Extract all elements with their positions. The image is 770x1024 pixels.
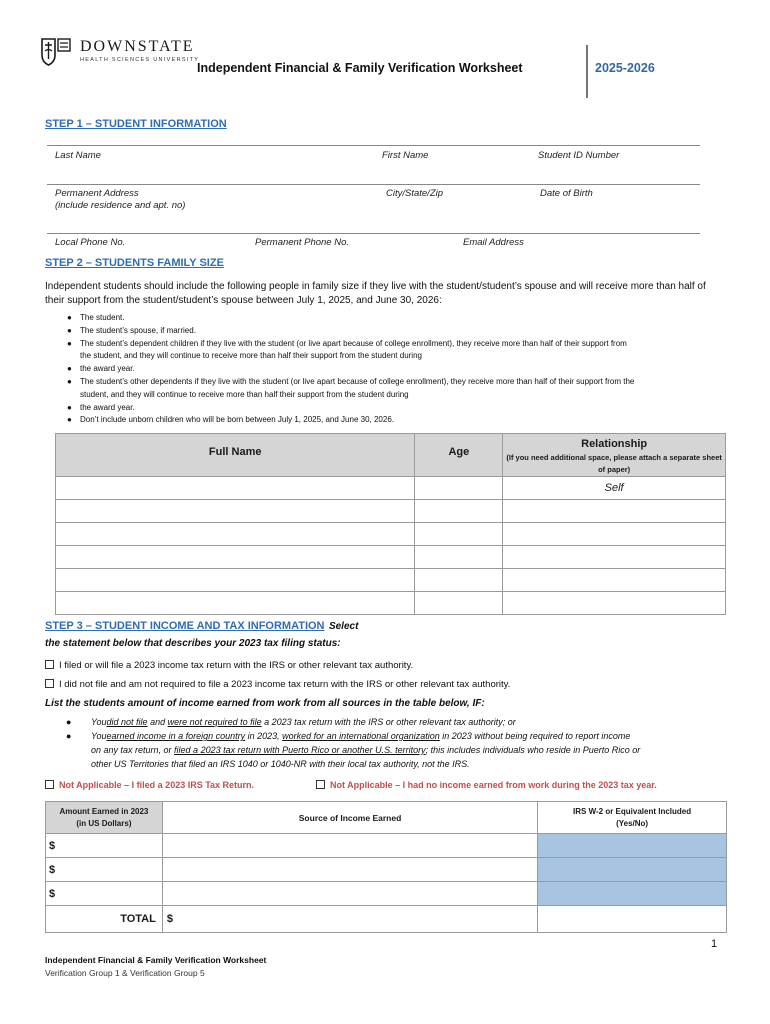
checkbox-icon[interactable] [316,780,325,789]
relationship-cell[interactable] [503,500,726,523]
table-row [56,546,726,569]
name-row-line[interactable] [47,184,700,185]
amount-cell[interactable]: $ [46,834,163,858]
page-title: Independent Financial & Family Verification Worksheet [197,61,523,75]
checkbox-icon[interactable] [45,660,54,669]
checkbox-icon[interactable] [45,679,54,688]
list-item: ● The student’s dependent children if they live with the student (or live apart because of college enrollment), they receive more than half of their support from [45,338,745,351]
address-row-line[interactable] [47,233,700,234]
bullet-icon: ● [67,325,72,335]
bullet-icon: ● [67,364,72,374]
option-filed[interactable]: I filed or will file a 2023 income tax return with the IRS or other relevant tax authority. [45,660,413,671]
list-item: the student, and they will continue to receive more than half their support from the student during [80,351,422,361]
na-no-income-option[interactable]: Not Applicable – I had no income earned from work during the 2023 tax year. [316,780,657,790]
full-name-cell[interactable] [56,592,415,615]
list-item: ● The student’s other dependents if they live with the student (or live apart because of college enrollment), they receive more than half of their support from the [45,376,745,389]
full-name-cell[interactable] [56,546,415,569]
w2-cell[interactable] [538,834,727,858]
relationship-cell[interactable] [503,523,726,546]
amount-cell[interactable]: $ [46,882,163,906]
bullet-icon: ● [67,415,72,425]
table-row [56,477,726,500]
relationship-cell: Self [503,477,726,500]
source-cell[interactable] [162,882,537,906]
condition-1-text: Youdid not file and were not required to file a 2023 tax return with the IRS or other relevant tax authority; or [91,717,516,727]
condition-2-text-line3: other US Territories that filed an IRS 1040 or 1040-NR with their local tax authority, not the IRS. [91,759,470,769]
list-item: student, and they will continue to receive more than half their support from the student during [80,389,409,399]
full-name-header: Full Name [56,434,415,477]
list-item: ● the award year. [45,402,745,415]
total-label: TOTAL [46,906,163,933]
na-filed-option[interactable]: Not Applicable – I filed a 2023 IRS Tax Return. [45,780,254,790]
total-amount-cell[interactable]: $ [162,906,537,933]
header-divider [586,45,588,98]
family-size-table [55,433,726,615]
relationship-cell[interactable] [503,546,726,569]
student-id-label: Student ID Number [538,150,620,161]
list-item: ● The student’s spouse, if married. [45,325,745,338]
checkbox-icon[interactable] [45,780,54,789]
award-year: 2025-2026 [595,61,655,75]
age-cell[interactable] [415,592,503,615]
city-state-zip-label: City/State/Zip [386,188,444,199]
list-item: ● Don’t include unborn children who will be born between July 1, 2025, and June 30, 2026. [45,414,745,427]
footer-title: Independent Financial & Family Verification Worksheet [45,955,267,965]
relationship-cell[interactable] [503,592,726,615]
condition-2-text-line2: on any tax return, or filed a 2023 tax return with Puerto Rico or another U.S. territory; this includes individuals who reside in Puerto Rico or [91,745,641,755]
bullet-icon: ● [67,313,72,322]
table-row [46,858,727,882]
family-size-bullets [45,312,745,427]
bullet-icon: ● [67,376,72,386]
permanent-phone-label: Permanent Phone No. [255,237,350,248]
step1-top-rule [47,145,700,146]
age-cell[interactable] [415,477,503,500]
step2-intro-line2: their support from the student/student’s spouse between July 1, 2025, and June 30, 2026: [45,295,442,306]
first-name-label: First Name [382,150,429,161]
w2-cell[interactable] [538,882,727,906]
full-name-cell[interactable] [56,500,415,523]
relationship-header [503,434,726,477]
bullet-icon: ● [67,402,72,412]
relationship-cell[interactable] [503,569,726,592]
step2-intro-line1: Independent students should include the following people in family size if they live with the student/student’s spouse and will receive more than half of [45,281,706,292]
last-name-label: Last Name [55,150,101,161]
condition-2-text: Youearned income in a foreign country in 2023, worked for an international organization in 2023 without being required to report income [91,731,631,741]
step3-heading: STEP 3 – STUDENT INCOME AND TAX INFORMATION [45,620,325,632]
option-not-filed[interactable]: I did not file and am not required to file a 2023 income tax return with the IRS or other relevant tax authority. [45,679,510,690]
address-label: Permanent Address [55,188,139,199]
table-row [46,834,727,858]
table-row [56,569,726,592]
step1-heading: STEP 1 – STUDENT INFORMATION [45,118,227,130]
total-row [46,906,727,933]
table-row [56,500,726,523]
full-name-cell[interactable] [56,477,415,500]
source-cell[interactable] [162,834,537,858]
age-cell[interactable] [415,523,503,546]
shield-logo-icon [40,37,72,67]
w2-cell[interactable] [538,858,727,882]
age-cell[interactable] [415,500,503,523]
table-row [56,523,726,546]
logo-name: DOWNSTATE [80,38,195,55]
source-cell[interactable] [162,858,537,882]
step3-heading-row [45,616,358,634]
step2-heading: STEP 2 – STUDENTS FAMILY SIZE [45,257,224,269]
source-header: Source of Income Earned [162,802,537,834]
age-header: Age [415,434,503,477]
income-table [45,801,727,933]
email-label: Email Address [463,237,524,248]
income-list-heading: List the students amount of income earned from work from all sources in the table below, IF: [45,698,485,709]
bullet-icon: ● [67,338,72,348]
page-number: 1 [711,938,718,950]
logo-subtitle: HEALTH SCIENCES UNIVERSITY [80,57,200,63]
w2-header: IRS W-2 or Equivalent Included (Yes/No) [538,802,727,834]
amount-header: Amount Earned in 2023 (in US Dollars) [46,802,163,834]
address-note: (include residence and apt. no) [55,200,186,211]
table-row [56,592,726,615]
relationship-title: Relationship [581,438,648,450]
age-cell[interactable] [415,546,503,569]
step3-instruction: the statement below that describes your 2023 tax filing status: [45,638,341,649]
table-row [46,882,727,906]
list-item: ● the award year. [45,363,745,376]
amount-cell[interactable]: $ [46,858,163,882]
condition-bullet-2: ● [66,731,72,741]
full-name-cell[interactable] [56,569,415,592]
age-cell[interactable] [415,569,503,592]
list-item: ● The student. [45,312,745,325]
relationship-note: (If you need additional space, please attach a separate sheet of paper) [506,453,722,474]
condition-bullet-1: ● [66,717,72,727]
local-phone-label: Local Phone No. [55,237,126,248]
footer-subtitle: Verification Group 1 & Verification Group 5 [45,968,205,978]
full-name-cell[interactable] [56,523,415,546]
total-w2-cell [538,906,727,933]
step3-select-word: Select [328,621,359,632]
date-of-birth-label: Date of Birth [540,188,593,199]
